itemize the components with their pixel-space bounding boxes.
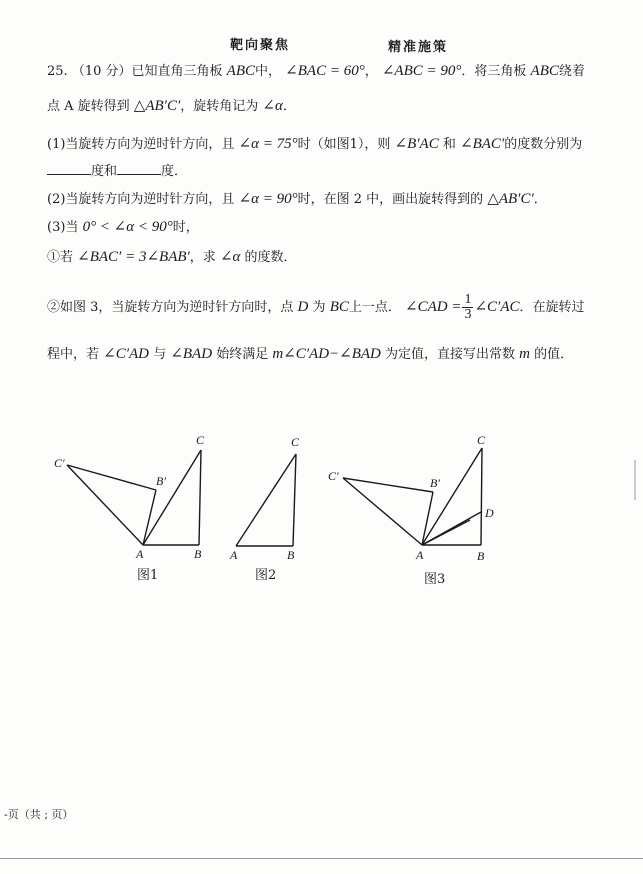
text: (3)当: [47, 220, 79, 235]
fig3-label-A: A: [416, 548, 424, 562]
fig1-segment-AC: [143, 450, 201, 545]
math: ABC: [530, 63, 559, 79]
text: 度．: [161, 164, 188, 179]
math: △AB′C′: [133, 98, 181, 114]
text: 时，: [172, 220, 199, 235]
fig1-label-B: B: [194, 547, 202, 561]
fig2-label-C: C: [291, 435, 300, 449]
text: 的度数．: [244, 250, 297, 265]
text: ，求: [189, 250, 216, 265]
fig2-label-A: A: [230, 548, 238, 562]
math: ∠BAC = 60°: [285, 63, 365, 79]
text: 点 A 旋转得到: [47, 99, 130, 114]
problem-line-1: 25. （10 分）已知直角三角板 ABC中， ∠BAC = 60°， ∠ABC = 90°．将三角板 ABC绕着: [47, 63, 585, 79]
fig3-caption: 图3: [424, 572, 446, 587]
denominator: 3: [464, 307, 472, 322]
text: 与: [153, 347, 167, 362]
text: 度和: [91, 164, 118, 179]
text: 程中，若: [47, 347, 100, 362]
problem-number: 25.: [47, 64, 68, 79]
text: ．: [533, 192, 547, 207]
text: 时，在图 2 中，画出旋转得到的: [297, 192, 484, 207]
fig1-segment-C1B1: [67, 465, 156, 490]
math: ∠CAD =: [405, 299, 462, 315]
text: 绕着: [558, 64, 585, 79]
figure-3-lines: [343, 448, 482, 545]
math: 0° < ∠α < 90°: [82, 219, 173, 235]
math: ∠C′AC: [474, 299, 520, 315]
text: 为: [312, 300, 326, 315]
fig1-segment-AC1: [67, 465, 143, 545]
problem-points: （10 分）: [71, 64, 132, 79]
text: 时（如图1），则: [297, 137, 391, 152]
header-left: 靶向聚焦: [230, 38, 291, 53]
text: 已知直角三角板: [131, 64, 223, 79]
math: ∠BAC′: [460, 136, 505, 152]
math: ∠BAC′ = 3∠BAB′: [77, 249, 190, 265]
fig1-label-C: C: [196, 433, 205, 447]
header-right: 精准施策: [388, 40, 449, 55]
math: ∠α = 90°: [238, 191, 298, 207]
math: △AB′C′: [487, 191, 534, 207]
math: ∠α: [219, 249, 241, 265]
math: ∠α = 75°: [238, 136, 298, 152]
fig1-caption: 图1: [137, 568, 159, 583]
fig1-label-C1: C′: [54, 456, 65, 470]
fig3-label-B: B: [477, 549, 485, 563]
math: ∠BAD: [170, 346, 213, 362]
text: ．: [282, 99, 296, 114]
numerator: 1: [464, 292, 472, 307]
fig2-segment-BC: [293, 454, 296, 546]
text: ．在旋转过: [519, 300, 585, 315]
text: 始终满足: [216, 347, 269, 362]
scan-bottom-edge: [0, 858, 643, 859]
text: ，旋转角记为: [180, 99, 259, 114]
scan-right-mark: [634, 460, 636, 500]
fig1-label-B1: B′: [156, 474, 166, 488]
fig3-segment-BC: [481, 448, 482, 545]
fig3-segment-AC: [422, 448, 482, 545]
math: ∠ABC = 90°: [381, 63, 462, 79]
fig2-label-B: B: [287, 548, 295, 562]
figure-2-lines: [236, 454, 296, 546]
fig1-segment-BC: [199, 450, 201, 545]
text: 的度数分别为: [504, 137, 583, 152]
math: BC: [329, 299, 349, 315]
fig3-label-C: C: [477, 433, 486, 447]
math: ∠α: [262, 98, 283, 114]
fig2-segment-AC: [236, 454, 296, 546]
fig2-caption: 图2: [255, 568, 277, 583]
text: (1)当旋转方向为逆时针方向，且: [47, 137, 235, 152]
math: m: [519, 346, 531, 362]
math: ∠B′AC: [394, 136, 439, 152]
text: 上一点．: [348, 300, 401, 315]
fig1-segment-AB1: [143, 490, 156, 545]
fig3-label-C1: C′: [328, 469, 339, 483]
fig1-label-A: A: [136, 547, 144, 561]
figure-1-lines: [67, 450, 201, 545]
text: 的值．: [534, 347, 574, 362]
text: ②如图 3，当旋转方向为逆时针方向时，点: [47, 300, 294, 315]
text: 为定值，直接写出常数: [385, 347, 516, 362]
math: m∠C′AD−∠BAD: [272, 346, 381, 362]
math: ABC: [226, 63, 256, 79]
text: 和: [442, 137, 456, 152]
fig3-label-B1: B′: [430, 476, 440, 490]
text: (2)当旋转方向为逆时针方向，且: [47, 192, 235, 207]
fig3-label-D: D: [485, 506, 494, 520]
page-footer: -页（共 ; 页）: [4, 808, 74, 821]
math: D: [297, 299, 309, 315]
text: 中，: [255, 64, 282, 79]
math: ∠C′AD: [103, 346, 150, 362]
text: ．将三角板: [461, 64, 527, 79]
text: ①若: [47, 250, 74, 265]
